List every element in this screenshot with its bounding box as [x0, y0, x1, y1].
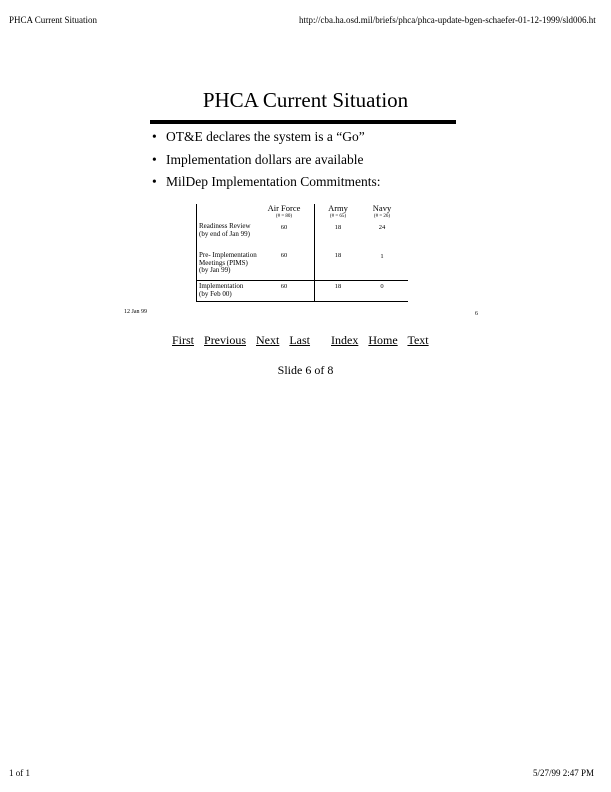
print-footer-timestamp: 5/27/99 2:47 PM — [533, 768, 595, 778]
commitments-table — [196, 198, 408, 302]
bullet-text: Implementation dollars are available — [166, 151, 364, 167]
table-cell: 0 — [380, 283, 384, 290]
table-column-divider — [314, 204, 315, 301]
nav-last-link[interactable]: Last — [289, 333, 311, 347]
table-cell: 60 — [280, 252, 288, 259]
column-header-navy: Navy (# = 26) — [372, 203, 392, 219]
bullet-icon: • — [152, 151, 157, 167]
bullet-text: MilDep Implementation Commitments: — [166, 174, 381, 189]
table-left-border — [196, 204, 197, 301]
bullet-icon: • — [152, 174, 157, 189]
table-row-divider — [196, 280, 408, 281]
table-cell: 60 — [280, 224, 288, 231]
bullet-list — [152, 126, 380, 194]
nav-previous-link[interactable]: Previous — [204, 333, 247, 347]
row-label-pre-implementation: Pre- Implementation Meetings (PIMS) (by Jan 99) — [199, 251, 257, 274]
print-header-url: http://cba.ha.osd.mil/briefs/phca/phca-update-bgen-schaefer-01-12-1999/sld006.ht — [299, 15, 596, 25]
nav-text-link[interactable]: Text — [407, 333, 429, 347]
row-label-readiness-review: Readiness Review (by end of Jan 99) — [199, 222, 251, 238]
column-header-air-force: Air Force (# = 80) — [267, 203, 301, 219]
table-cell: 24 — [378, 224, 386, 231]
table-cell: 18 — [334, 252, 342, 259]
bullet-item — [152, 126, 380, 149]
bullet-item — [152, 149, 380, 172]
nav-index-link[interactable]: Index — [331, 333, 359, 347]
bullet-text: OT&E declares the system is a “Go” — [166, 129, 365, 144]
table-cell: 1 — [380, 253, 384, 260]
bullet-icon: • — [152, 129, 157, 144]
column-header-army: Army (# = 65) — [328, 203, 348, 219]
row-label-implementation: Implementation (by Feb 00) — [199, 282, 244, 298]
slide-indicator: Slide 6 of 8 — [277, 363, 334, 377]
slide-title: PHCA Current Situation — [202, 88, 409, 112]
table-cell: 60 — [280, 283, 288, 290]
nav-next-link[interactable]: Next — [256, 333, 280, 347]
slide-date: 12 Jan 99 — [124, 309, 147, 315]
table-cell: 18 — [334, 283, 342, 290]
slide-navigation — [172, 333, 436, 348]
print-header-title: PHCA Current Situation — [9, 15, 98, 25]
bullet-item — [152, 171, 380, 194]
nav-home-link[interactable]: Home — [368, 333, 398, 347]
slide-page-number: 6 — [475, 311, 478, 317]
table-bottom-border — [196, 301, 408, 302]
print-footer-page: 1 of 1 — [9, 768, 30, 778]
table-cell: 18 — [334, 224, 342, 231]
title-rule — [150, 120, 456, 124]
nav-first-link[interactable]: First — [172, 333, 195, 347]
